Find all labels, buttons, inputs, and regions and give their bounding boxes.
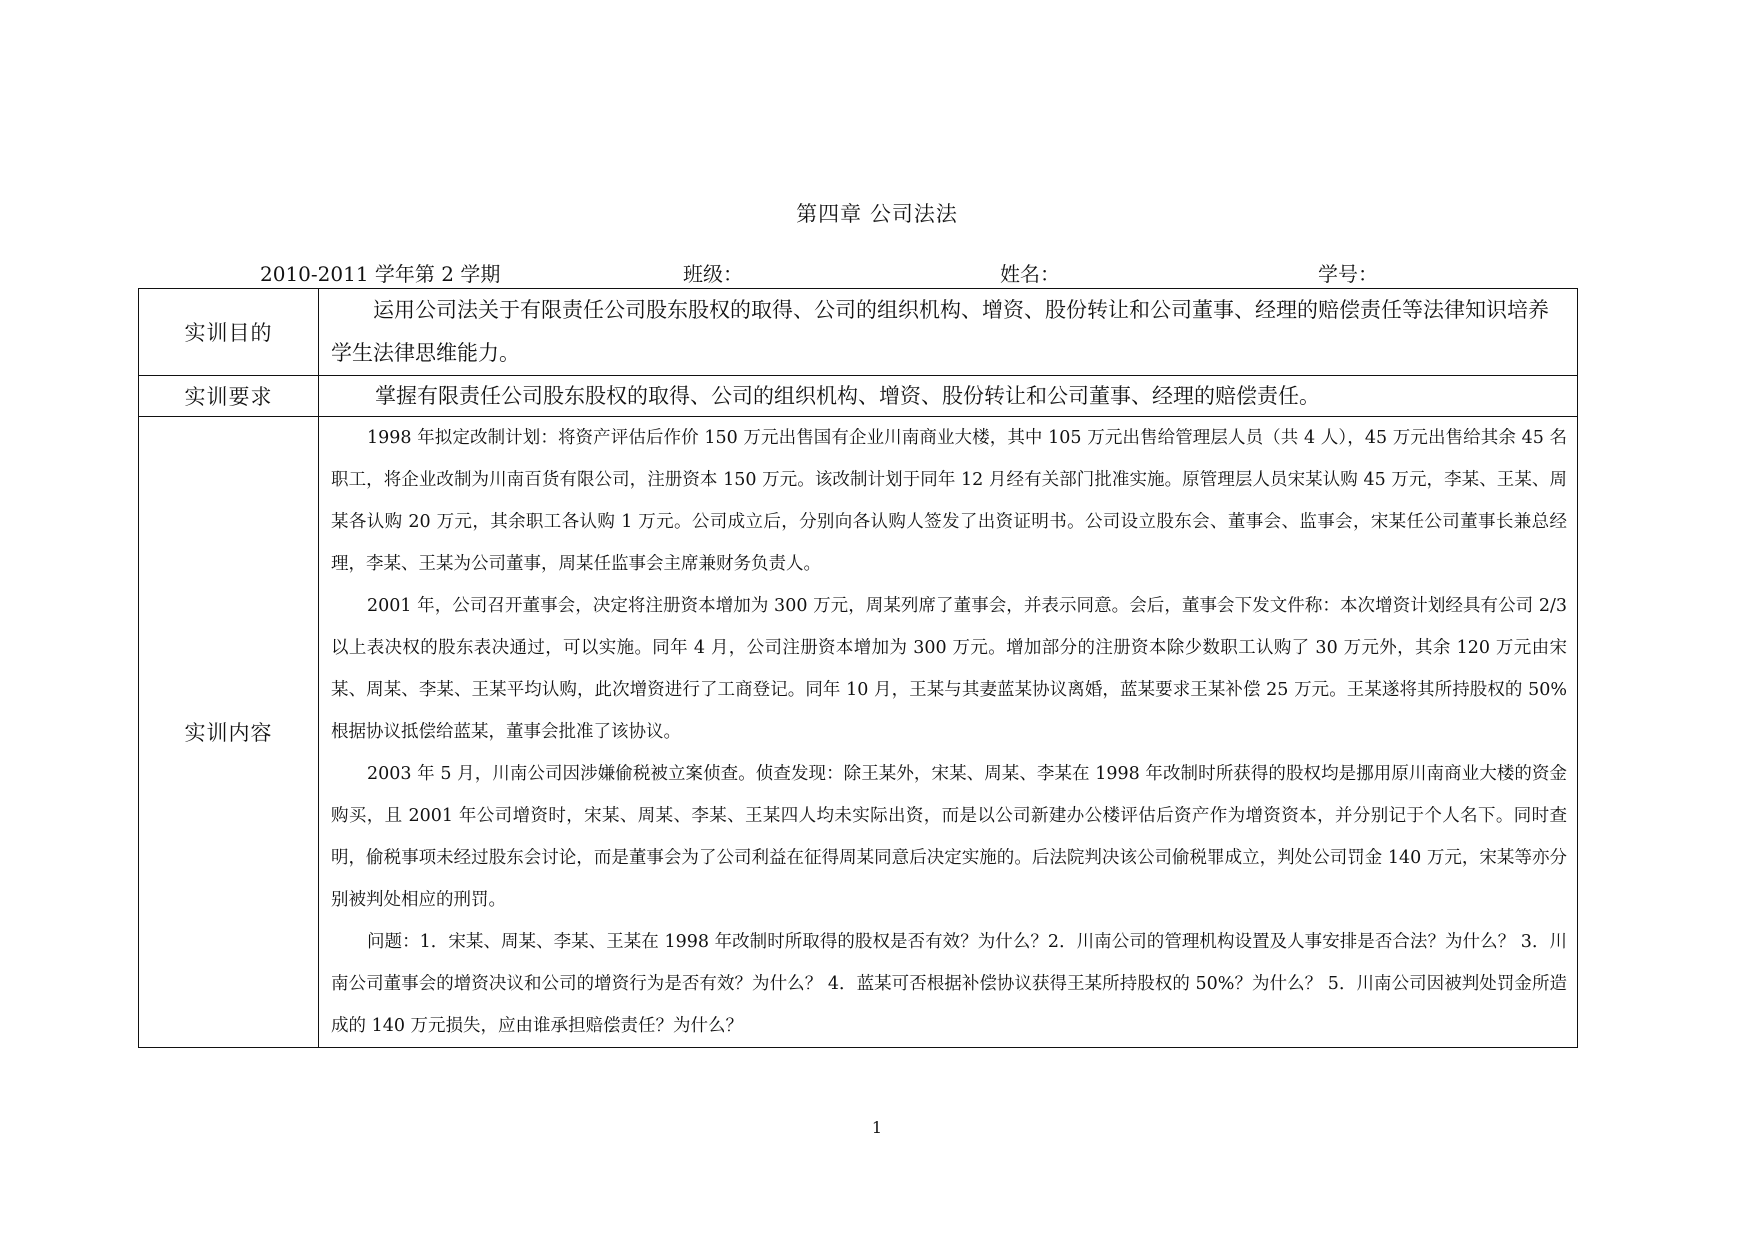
- requirements-text: 掌握有限责任公司股东股权的取得、公司的组织机构、增资、股份转让和公司董事、经理的赔偿责任。: [319, 376, 1578, 417]
- requirements-label: 实训要求: [139, 376, 319, 417]
- page-number: 1: [871, 1118, 883, 1137]
- table-row-requirements: [139, 376, 1578, 417]
- content-paragraph-1: 1998 年拟定改制计划：将资产评估后作价 150 万元出售国有企业川南商业大楼，其中 105 万元出售给管理层人员（共 4 人），45 万元出售给其余 45 名职工，将企业改制为川南百货有限公司，注册资本 150 万元。该改制计划于同年 12 月经有关部门批准实施。原管理层人员宋某认购 45 万元，李某、王某、周某各认购 20 万元，其余职工各认购 1 万元。公司成立后，分别向各认购人签发了出资证明书。公司设立股东会、董事会、监事会，宋某任公司董事长兼总经理，李某、王某为公司董事，周某任监事会主席兼财务负责人。: [331, 428, 1567, 574]
- purpose-label: 实训目的: [139, 289, 319, 376]
- document-title: 第四章 公司法法: [796, 202, 958, 226]
- content-body: [319, 417, 1578, 1048]
- header-info-row: [0, 258, 1754, 288]
- content-questions: 问题：1．宋某、周某、李某、王某在 1998 年改制时所取得的股权是否有效？为什么？2．川南公司的管理机构设置及人事安排是否合法？为什么？ 3．川南公司董事会的增资决议和公司的增资行为是否有效？为什么？ 4．蓝某可否根据补偿协议获得王某所持股权的 50%？为什么？ 5．川南公司因被判处罚金所造成的 140 万元损失，应由谁承担赔偿责任？为什么？: [331, 932, 1567, 1036]
- semester-text: 2010-2011 学年第 2 学期: [260, 262, 501, 286]
- table-row-content: [139, 417, 1578, 1048]
- table-row-purpose: [139, 289, 1578, 376]
- training-table: [138, 288, 1578, 1048]
- content-paragraph-3: 2003 年 5 月，川南公司因涉嫌偷税被立案侦查。侦查发现：除王某外，宋某、周某、李某在 1998 年改制时所获得的股权均是挪用原川南商业大楼的资金购买，且 2001 年公司增资时，宋某、周某、李某、王某四人均未实际出资，而是以公司新建办公楼评估后资产作为增资资本，并分别记于个人名下。同时查明，偷税事项未经过股东会讨论，而是董事会为了公司利益在征得周某同意后决定实施的。后法院判决该公司偷税罪成立，判处公司罚金 140 万元，宋某等亦分别被判处相应的刑罚。: [331, 764, 1567, 910]
- purpose-text: 运用公司法关于有限责任公司股东股权的取得、公司的组织机构、增资、股份转让和公司董事、经理的赔偿责任等法律知识培养学生法律思维能力。: [319, 289, 1578, 376]
- class-label: 班级：: [683, 262, 743, 286]
- content-label: 实训内容: [139, 417, 319, 1048]
- student-id-label: 学号：: [1318, 262, 1378, 286]
- content-paragraph-2: 2001 年，公司召开董事会，决定将注册资本增加为 300 万元，周某列席了董事会，并表示同意。会后，董事会下发文件称：本次增资计划经具有公司 2/3 以上表决权的股东表决通过，可以实施。同年 4 月，公司注册资本增加为 300 万元。增加部分的注册资本除少数职工认购了 30 万元外，其余 120 万元由宋某、周某、李某、王某平均认购，此次增资进行了工商登记。同年 10 月，王某与其妻蓝某协议离婚，蓝某要求王某补偿 25 万元。王某遂将其所持股权的 50%根据协议抵偿给蓝某，董事会批准了该协议。: [331, 596, 1567, 742]
- name-label: 姓名：: [1000, 262, 1060, 286]
